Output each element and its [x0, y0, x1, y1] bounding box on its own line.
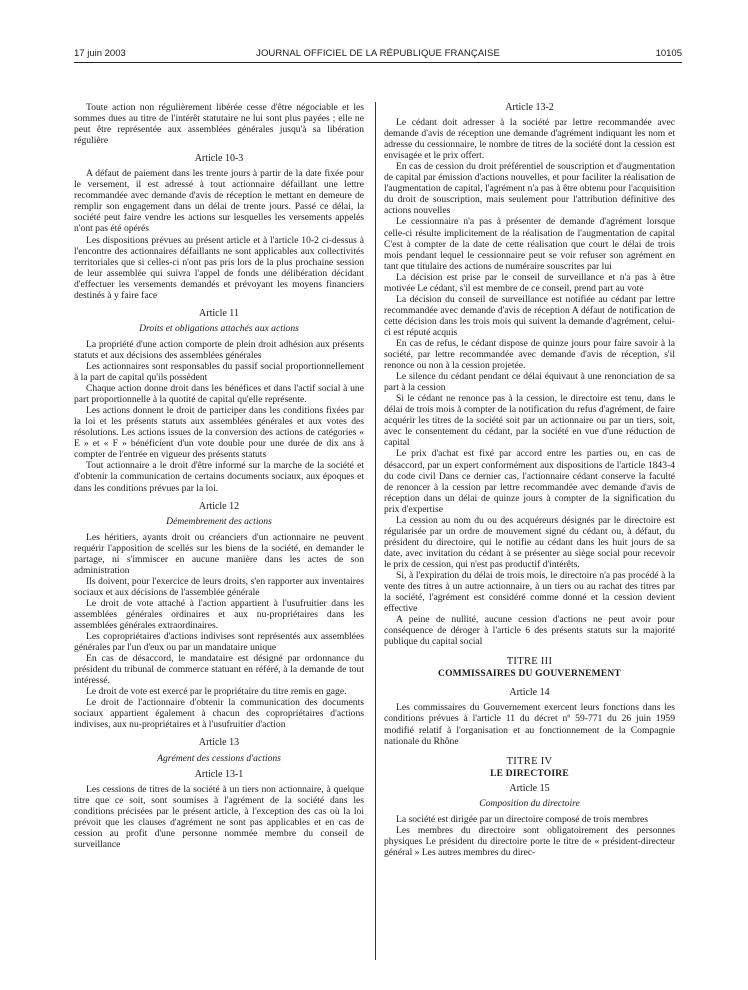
- paragraph: Le prix d'achat est fixé par accord entre les parties ou, en cas de désaccord, par un expert conformément aux dispositions de l'article 1843-4 du code civil Dans ce dernier cas, l'actionnaire cédant conserve la faculté de renoncer à la cession par lettre recommandée avec demande d'avis de réception dans un délai de quinze jours à compter de la signification du prix d'expertise: [384, 448, 675, 515]
- article-subtitle: Agrément des cessions d'actions: [157, 752, 281, 764]
- paragraph: La propriété d'une action comporte de plein droit adhésion aux présents statuts et aux décisions des assemblées générales: [74, 338, 364, 361]
- paragraph: Chaque action donne droit dans les bénéfices et dans l'actif social à une part proportionnelle à la quotité de capital qu'elle représente.: [74, 383, 364, 406]
- article-heading: Article 12: [198, 500, 240, 512]
- paragraph: Ils doivent, pour l'exercice de leurs droits, s'en rapporter aux inventaires sociaux et aux décisions de l'assemblée générale: [74, 575, 364, 598]
- paragraph: Les cessions de titres de la société à un tiers non actionnaire, à quelque titre que ce soit, sont soumises à l'agrément de la société dans les conditions précisées par le présent article, à l'exception des cas où la loi prévoit que les clauses d'agrément ne sont pas applicables et en cas de cession au profit d'une personne nommée membre du conseil de surveillance: [74, 783, 364, 850]
- paragraph: Le cédant doit adresser à la société par lettre recommandée avec demande d'avis de réception une demande d'agrément indiquant les nom et adresse du cessionnaire, le nombre de titres de la société dont la cession est envisagée et le prix offert.: [384, 117, 675, 162]
- article-heading: Article 10-3: [194, 153, 244, 165]
- paragraph: La société est dirigée par un directoire composé de trois membres: [396, 813, 649, 825]
- paragraph: Les copropriétaires d'actions indivises sont représentés aux assemblées générales par l'un d'eux ou par un mandataire unique: [74, 631, 364, 654]
- paragraph: Les commissaires du Gouvernement exercent leurs fonctions dans les conditions prévues à l'article 11 du décret nº 59-771 du 26 juin 1959 modifié relatif à l'organisation et au fonctionnement de la Compagnie nationale du Rhône: [384, 702, 675, 747]
- page-header: [74, 48, 682, 62]
- paragraph: Les actionnaires sont responsables du passif social proportionnellement à la part de capital qu'ils possèdent: [74, 360, 364, 384]
- column-divider: [375, 102, 376, 960]
- paragraph: La décision du conseil de surveillance est notifiée au cédant par lettre recommandée avec demande d'avis de réception A défaut de notification de cette décision dans les trois mois qui suivent la demande d'agrément, celui-ci est réputé acquis: [384, 293, 675, 338]
- paragraph: En cas de désaccord, le mandataire est désigné par ordonnance du président du tribunal de commerce statuant en référé, à la demande de tout intéressé.: [74, 653, 364, 687]
- page-number: 10105: [655, 48, 682, 59]
- paragraph: Le cessionnaire n'a pas à présenter de demande d'agrément lorsque celle-ci résulte implicitement de la réalisation de l'augmentation de capital C'est à compter de la date de cette réalisation que court le délai de trois mois pendant lequel le cessionnaire peut se voir refuser son agrément en tant que titulaire des actions de numéraire souscrites par lui: [384, 216, 675, 272]
- paragraph: Les héritiers, ayants droit ou créanciers d'un actionnaire ne peuvent requérir l'apposition de scellés sur les biens de la société, en demander le partage, ni s'immiscer en aucune manière dans les actes de son administration: [74, 531, 364, 576]
- paragraph: Le droit de l'actionnaire d'obtenir la communication des documents sociaux appartient également à chacun des copropriétaires d'actions indivises, aux nu-propriétaires et à l'usufruitier d'action: [74, 697, 364, 731]
- article-heading: Article 15: [509, 782, 550, 794]
- article-heading: Article 11: [199, 307, 239, 319]
- paragraph: A peine de nullité, aucune cession d'actions ne peut avoir pour conséquence de déroger à l'article 6 des présents statuts sur la majorité publique du capital social: [384, 614, 675, 648]
- titre-heading: TITRE III: [506, 656, 553, 668]
- titre-heading: TITRE IV: [506, 755, 553, 767]
- paragraph: Toute action non régulièrement libérée cesse d'être négociable et les sommes dues au titre de l'intérêt statutaire ne lui sont plus payées ; elle ne peut être représentée aux assemblées générales jusqu'à sa libération régulière: [74, 102, 364, 147]
- article-subtitle: Démembrement des actions: [166, 515, 272, 527]
- paragraph: A défaut de paiement dans les trente jours à partir de la date fixée pour le versement, il est adressé à tout actionnaire défaillant une lettre recommandée avec demande d'avis de réception le mettant en demeure de remplir son engagement dans un délai de trente jours. Passé ce délai, la société peut faire vendre les actions sur lesquelles les versements appelés n'ont pas été opérés: [74, 168, 364, 235]
- paragraph: Si, à l'expiration du délai de trois mois, le directoire n'a pas procédé à la vente des titres à un autre actionnaire, à un tiers ou au rachat des titres par la société, l'agrément est considéré comme donné et la cession devient effective: [384, 569, 675, 615]
- article-heading: Article 13-2: [505, 102, 554, 113]
- paragraph: Les dispositions prévues au présent article et à l'article 10-2 ci-dessus à l'encontre des actionnaires défaillants ne sont applicables aux collectivités territoriales que si celles-ci n'ont pas pris lors de la plus prochaine session de leur assemblée qui suivra l'appel de fonds une délibération décidant d'effectuer les versements demandés et prévoyant les moyens financiers destinés à y faire face: [74, 234, 364, 301]
- paragraph: Le silence du cédant pendant ce délai équivaut à une renonciation de sa part à la cession: [384, 371, 675, 394]
- paragraph: Les actions donnent le droit de participer dans les conditions fixées par la loi et les présents statuts aux assemblées générales et aux votes des résolutions. Les actions issues de la conversion des actions de catégories « E » et « F » bénéficient d'un vote double pour une durée de dix ans à compter de l'entrée en vigueur des présents statuts: [74, 405, 364, 461]
- paragraph: En cas de refus, le cédant dispose de quinze jours pour faire savoir à la société, par lettre recommandée avec demande d'avis de réception, s'il renonce ou non à la cession projetée.: [384, 337, 675, 372]
- article-subtitle: Composition du directoire: [479, 797, 580, 809]
- header-rule: [74, 62, 682, 63]
- paragraph: En cas de cession du droit préférentiel de souscription et d'augmentation de capital par émission d'actions nouvelles, et pour faciliter la réalisation de l'augmentation de capital, l'agrément n'a pas à être obtenu pour l'acquisition du droit de souscription, mais seulement pour l'attribution définitive des actions nouvelles: [384, 161, 675, 217]
- paragraph: Si le cédant ne renonce pas à la cession, le directoire est tenu, dans le délai de trois mois à compter de la notification du refus d'agrément, de faire acquérir les titres de la société soit par un actionnaire ou par un tiers, soit, avec le consentement du cédant, par la société en vue d'une réduction de capital: [384, 393, 675, 449]
- article-heading: Article 14: [509, 687, 550, 699]
- article-heading: Article 13-1: [194, 768, 244, 780]
- paragraph: La cession au nom du ou des acquéreurs désignés par le directoire est régularisée par un ordre de mouvement signé du cédant ou, à défaut, du président du directoire, qui le notifie au cédant dans les huit jours de sa date, avec invitation du cédant à se présenter au siège social pour recevoir le prix de cession, qui n'est pas productif d'intérêts.: [384, 514, 675, 570]
- left-column: [74, 102, 364, 850]
- issue-date: 17 juin 2003: [74, 48, 126, 59]
- paragraph: Tout actionnaire a le droit d'être informé sur la marche de la société et d'obtenir la communication de certains documents sociaux, aux époques et dans les conditions prévues par la loi.: [74, 460, 364, 494]
- paragraph: Le droit de vote attaché à l'action appartient à l'usufruitier dans les assemblées générales ordinaires et aux nu-propriétaires dans les assemblées générales extraordinaires.: [74, 597, 364, 632]
- right-column: [384, 102, 675, 858]
- paragraph: Le droit de vote est exercé par le propriétaire du titre remis en gage.: [86, 686, 347, 698]
- article-subtitle: Droits et obligations attachés aux actions: [139, 322, 299, 334]
- article-heading: Article 13: [198, 737, 240, 749]
- paragraph: La décision est prise par le conseil de surveillance et n'a pas à être motivée Le cédant, s'il est membre de ce conseil, prend part au vote: [384, 271, 675, 294]
- journal-title: JOURNAL OFFICIEL DE LA RÉPUBLIQUE FRANÇAISE: [256, 48, 500, 59]
- paragraph: Les membres du directoire sont obligatoirement des personnes physiques Le président du directoire porte le titre de « président-directeur général » Les autres membres du direc-: [384, 824, 675, 858]
- titre-subtitle: COMMISSAIRES DU GOUVERNEMENT: [438, 669, 621, 680]
- titre-subtitle: LE DIRECTOIRE: [490, 768, 569, 779]
